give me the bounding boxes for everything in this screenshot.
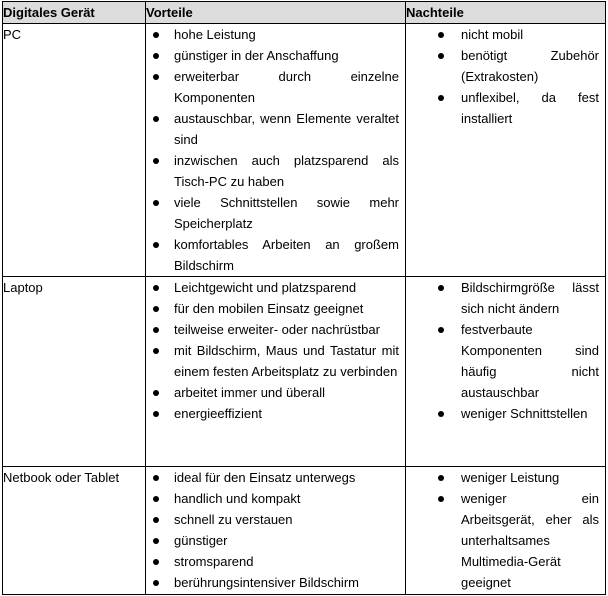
list-item: unflexibel, da fest installiert <box>406 87 605 129</box>
bullet-icon <box>153 559 159 565</box>
list-item: inzwischen auch platzsparend als Tisch-PC zu haben <box>146 150 405 192</box>
pros-cell <box>146 24 406 277</box>
header-row <box>3 2 606 24</box>
list-item: Bildschirmgröße lässt sich nicht ändern <box>406 277 605 319</box>
cons-list <box>406 24 605 129</box>
list-item: komfortables Arbeiten an großem Bildschirm <box>146 234 405 276</box>
list-item: arbeitet immer und überall <box>146 382 405 403</box>
list-item: weniger Schnittstellen <box>406 403 605 424</box>
table-row <box>3 24 606 277</box>
bullet-icon <box>438 496 444 502</box>
list-item: weniger ein Arbeitsgerät, eher als unterhaltsames Multimedia-Gerät geeignet <box>406 488 605 593</box>
list-item: teilweise erweiter- oder nachrüstbar <box>146 319 405 340</box>
pros-list <box>146 24 405 276</box>
bullet-icon <box>153 53 159 59</box>
list-item: stromsparend <box>146 551 405 572</box>
bullet-icon <box>153 306 159 312</box>
bullet-icon <box>153 411 159 417</box>
list-item: weniger Leistung <box>406 467 605 488</box>
list-item: nicht mobil <box>406 24 605 45</box>
cons-list <box>406 467 605 593</box>
bullet-icon <box>438 475 444 481</box>
cons-cell <box>406 277 606 467</box>
list-item: erweiterbar durch einzelne Komponenten <box>146 66 405 108</box>
cons-cell <box>406 24 606 277</box>
pros-cell <box>146 277 406 467</box>
bullet-icon <box>438 285 444 291</box>
bullet-icon <box>153 348 159 354</box>
bullet-icon <box>153 116 159 122</box>
device-cell: Netbook oder Tablet <box>3 467 146 595</box>
table-row <box>3 467 606 595</box>
bullet-icon <box>153 496 159 502</box>
bullet-icon <box>153 32 159 38</box>
bullet-icon <box>153 580 159 586</box>
list-item: schnell zu verstauen <box>146 509 405 530</box>
bullet-icon <box>153 517 159 523</box>
pros-list <box>146 277 405 424</box>
bullet-icon <box>153 327 159 333</box>
bullet-icon <box>153 390 159 396</box>
bullet-icon <box>153 538 159 544</box>
list-item: austauschbar, wenn Elemente veraltet sind <box>146 108 405 150</box>
header-cons: Nachteile <box>406 2 606 24</box>
list-item: berührungsintensiver Bildschirm <box>146 572 405 593</box>
list-item: günstiger in der Anschaffung <box>146 45 405 66</box>
list-item: günstiger <box>146 530 405 551</box>
device-cell: PC <box>3 24 146 277</box>
bullet-icon <box>438 95 444 101</box>
device-cell: Laptop <box>3 277 146 467</box>
header-device: Digitales Gerät <box>3 2 146 24</box>
bullet-icon <box>153 158 159 164</box>
header-pros: Vorteile <box>146 2 406 24</box>
bullet-icon <box>153 242 159 248</box>
bullet-icon <box>438 411 444 417</box>
bullet-icon <box>153 475 159 481</box>
list-item: für den mobilen Einsatz geeignet <box>146 298 405 319</box>
list-item: ideal für den Einsatz unterwegs <box>146 467 405 488</box>
list-item: hohe Leistung <box>146 24 405 45</box>
list-item: handlich und kompakt <box>146 488 405 509</box>
cons-list <box>406 277 605 424</box>
cons-cell <box>406 467 606 595</box>
bullet-icon <box>153 74 159 80</box>
list-item: viele Schnittstellen sowie mehr Speicherplatz <box>146 192 405 234</box>
list-item: Leichtgewicht und platzsparend <box>146 277 405 298</box>
table-row <box>3 277 606 467</box>
pros-cell <box>146 467 406 595</box>
bullet-icon <box>438 327 444 333</box>
list-item: energieeffizient <box>146 403 405 424</box>
list-item: benötigt Zubehör (Extrakosten) <box>406 45 605 87</box>
list-item: festverbaute Komponenten sind häufig nicht austauschbar <box>406 319 605 403</box>
bullet-icon <box>438 32 444 38</box>
list-item: mit Bildschirm, Maus und Tastatur mit einem festen Arbeitsplatz zu verbinden <box>146 340 405 382</box>
bullet-icon <box>438 53 444 59</box>
bullet-icon <box>153 285 159 291</box>
comparison-table <box>2 1 606 595</box>
bullet-icon <box>153 200 159 206</box>
pros-list <box>146 467 405 593</box>
